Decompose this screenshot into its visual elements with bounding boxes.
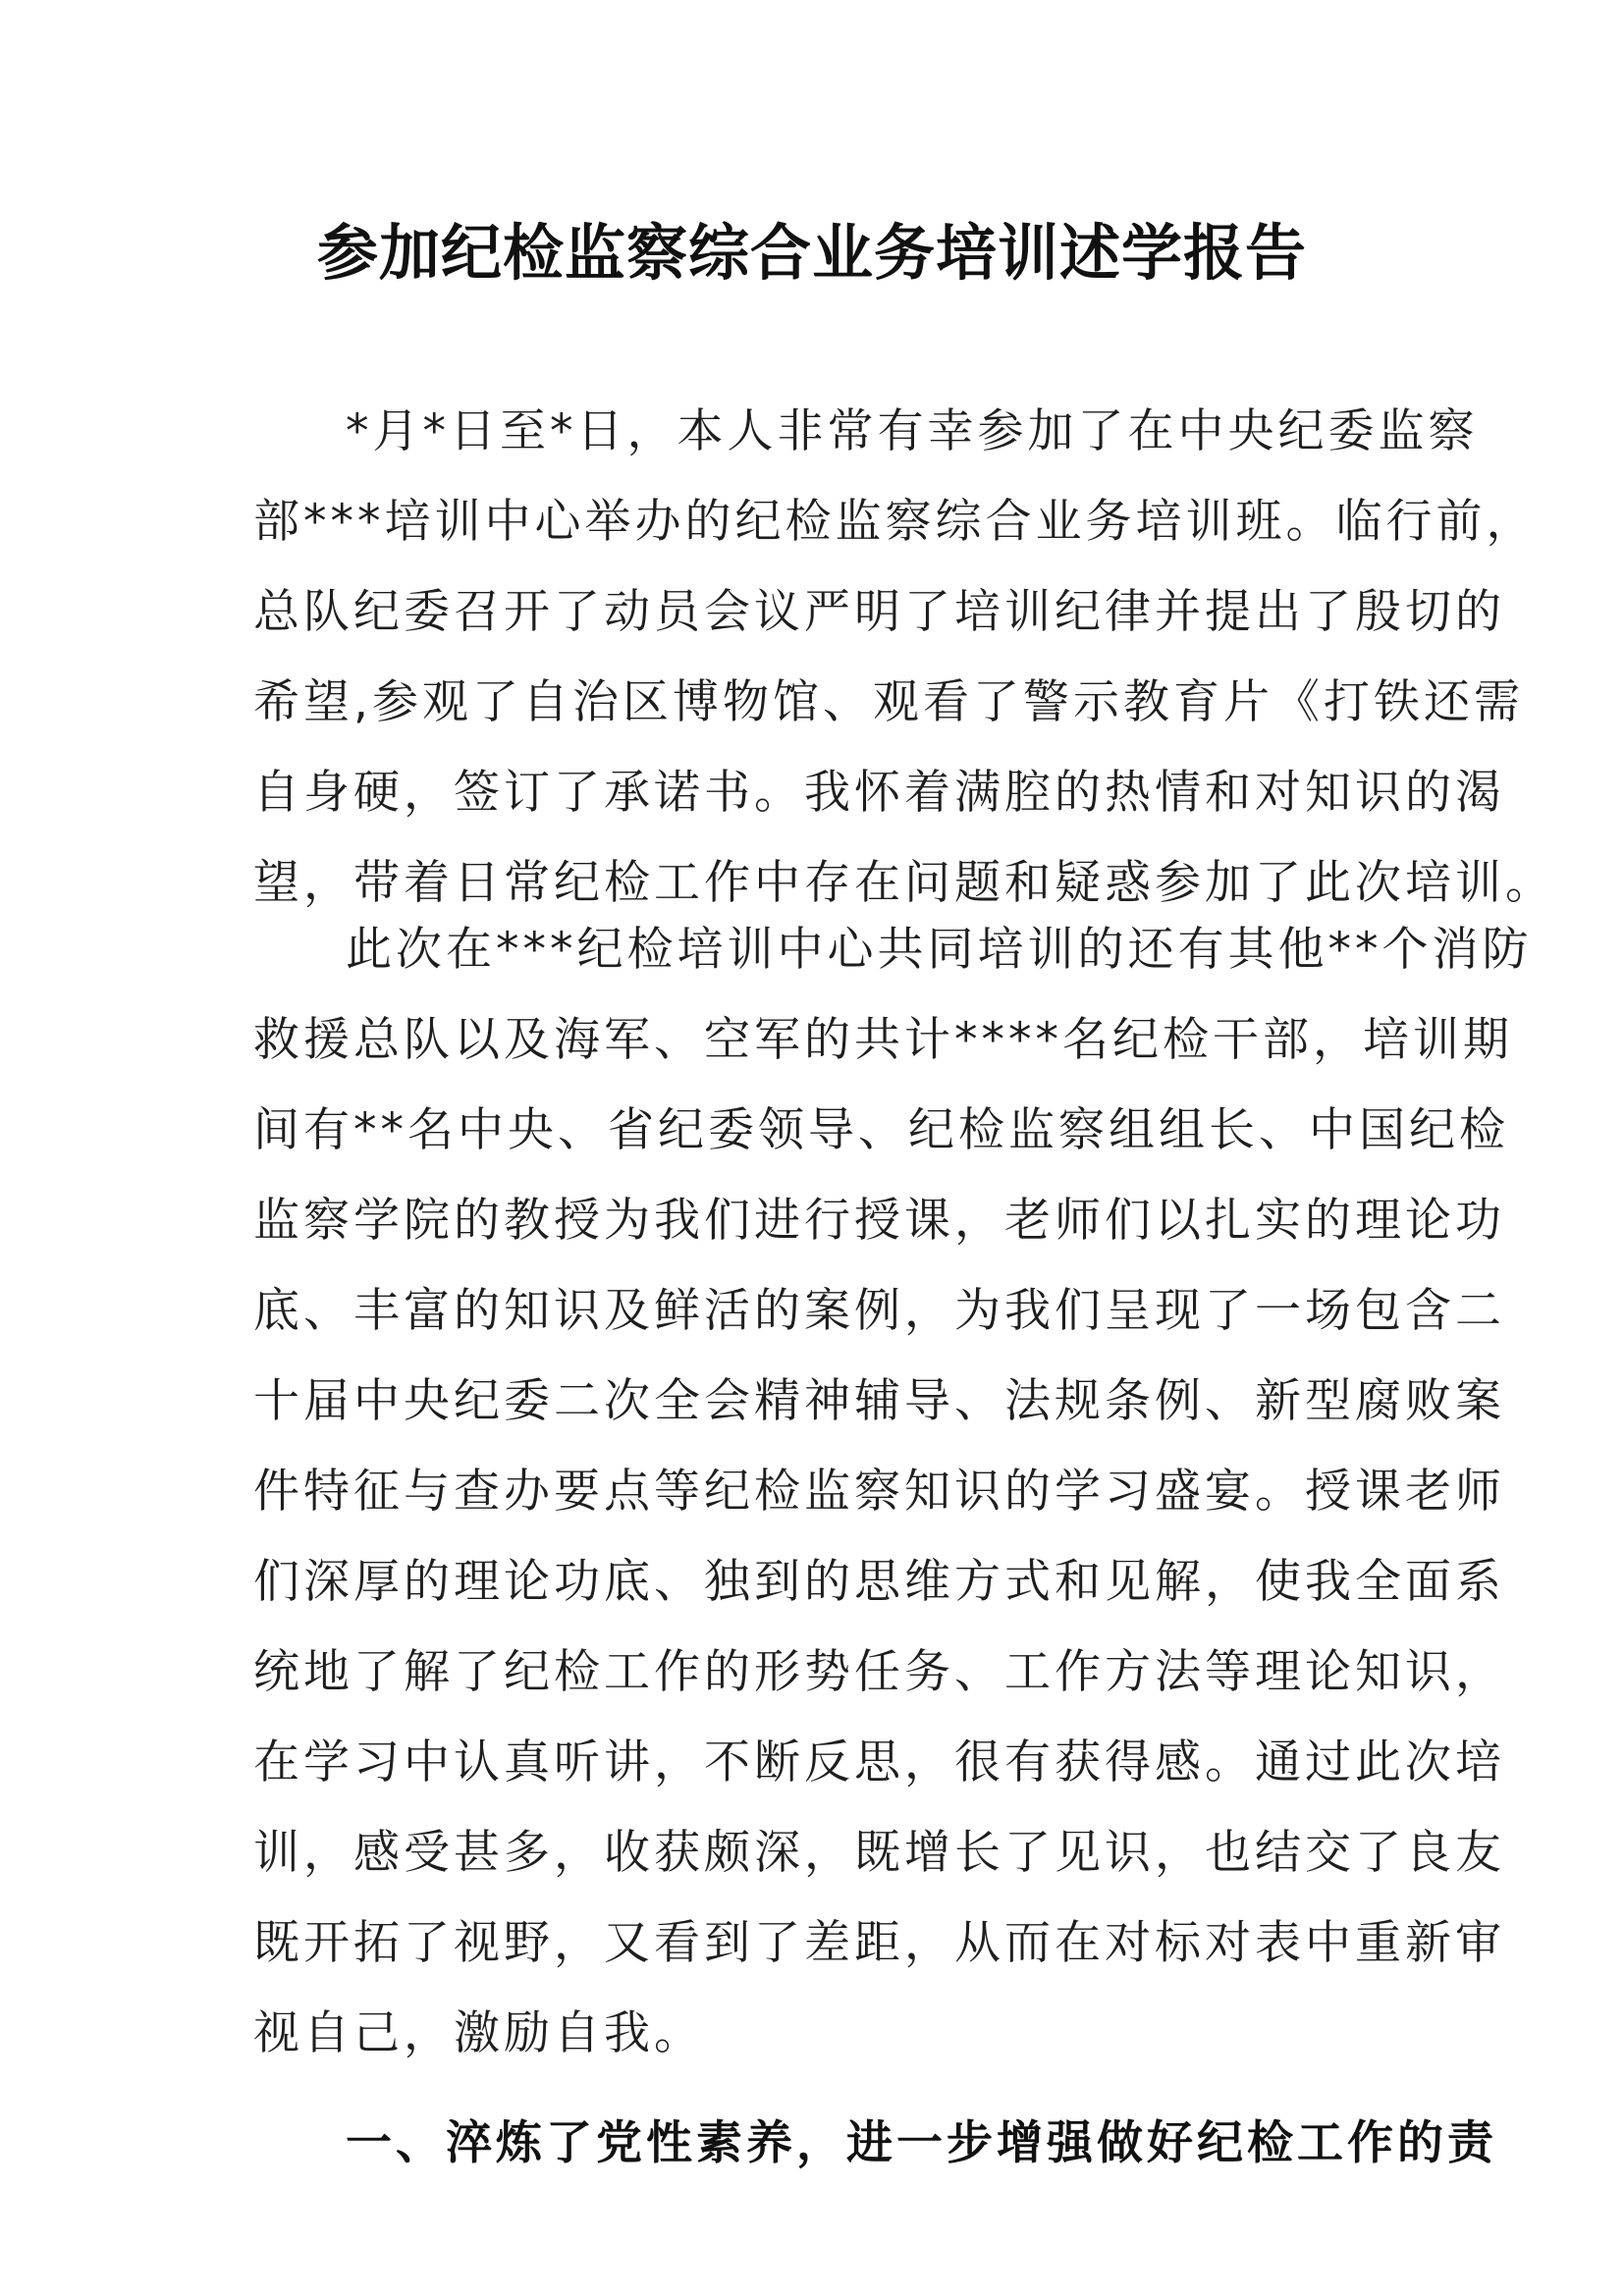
paragraph-line: 统地了解了纪检工作的形势任务、工作方法等理论知识，: [253, 1645, 1505, 1699]
paragraph-line: 部***培训中心举办的纪检监察综合业务培训班。临行前，: [253, 495, 1537, 549]
paragraph-line: 十届中央纪委二次全会精神辅导、法规条例、新型腐败案: [253, 1374, 1505, 1428]
paragraph-line: 希望,参观了自治区博物馆、观看了警示教育片《打铁还需: [253, 675, 1524, 729]
document-title: 参加纪检监察综合业务培训述学报告: [316, 217, 1307, 289]
paragraph-line: *月*日至*日，本人非常有幸参加了在中央纪委监察: [346, 404, 1479, 458]
paragraph-line: 训，感受甚多，收获颇深，既增长了见识，也结交了良友: [253, 1826, 1505, 1880]
paragraph-line: 件特征与查办要点等纪检监察知识的学习盛宴。授课老师: [253, 1465, 1505, 1519]
paragraph-line: 视自己，激励自我。: [253, 2006, 704, 2060]
paragraph-line: 底、丰富的知识及鲜活的案例，为我们呈现了一场包含二: [253, 1284, 1505, 1338]
paragraph-1: [253, 387, 1555, 929]
paragraph-line: 总队纪委召开了动员会议严明了培训纪律并提出了殷切的: [253, 585, 1505, 639]
section-heading: 一、淬炼了党性素养，进一步增强做好纪检工作的责: [346, 2116, 1497, 2170]
paragraph-line: 在学习中认真听讲，不断反思，很有获得感。通过此次培: [253, 1735, 1505, 1789]
paragraph-line: 此次在***纪检培训中心共同培训的还有其他**个消防: [346, 923, 1533, 977]
paragraph-2: [253, 905, 1533, 2079]
paragraph-line: 既开拓了视野，又看到了差距，从而在对标对表中重新审: [253, 1916, 1505, 1970]
paragraph-line: 望，带着日常纪检工作中存在问题和疑惑参加了此次培训。: [253, 856, 1555, 910]
paragraph-line: 们深厚的理论功底、独到的思维方式和见解，使我全面系: [253, 1555, 1505, 1609]
paragraph-line: 自身硬，签订了承诺书。我怀着满腔的热情和对知识的渴: [253, 766, 1505, 820]
paragraph-line: 监察学院的教授为我们进行授课，老师们以扎实的理论功: [253, 1194, 1505, 1248]
paragraph-line: 救援总队以及海军、空军的共计****名纪检干部，培训期: [253, 1013, 1513, 1067]
paragraph-line: 间有**名中央、省纪委领导、纪检监察组组长、中国纪检: [253, 1103, 1509, 1157]
